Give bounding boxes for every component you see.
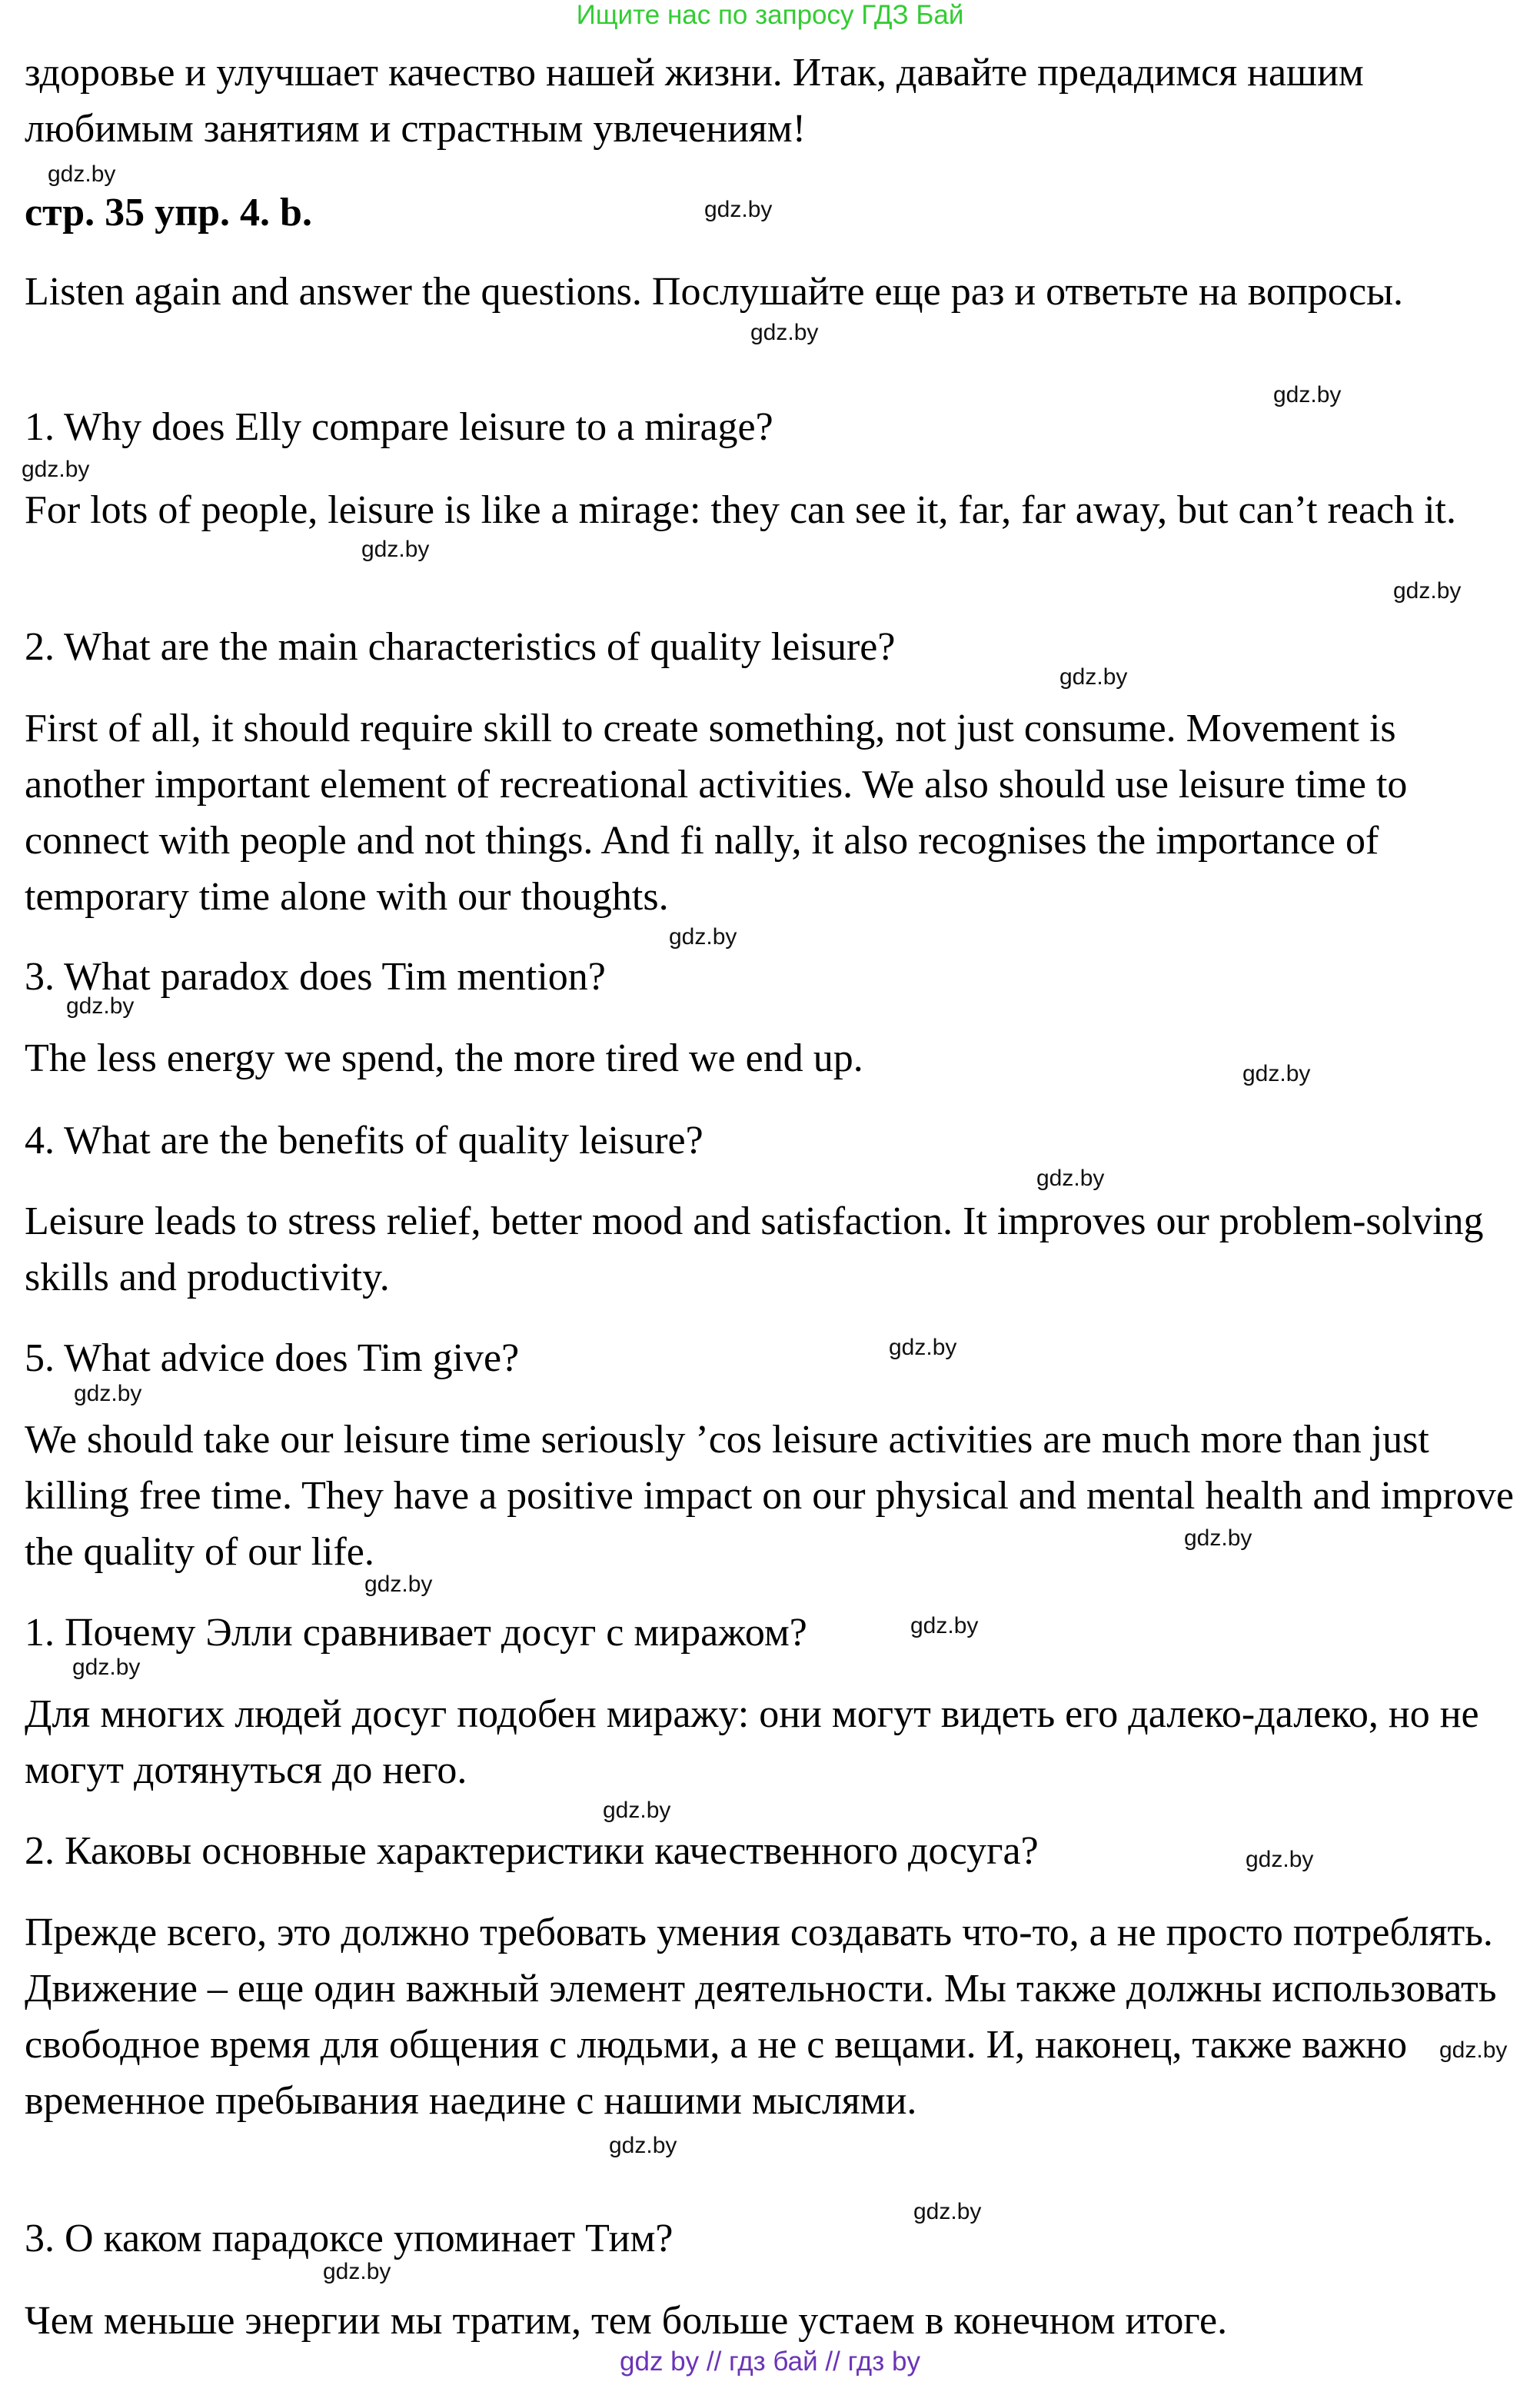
question-en-5: 5. What advice does Tim give?	[25, 1336, 520, 1380]
exercise-instruction: Listen again and answer the questions. Послушайте еще раз и ответьте на вопросы.	[25, 270, 1404, 314]
watermark: gdz.by	[704, 197, 773, 222]
answer-ru-1: Для многих людей досуг подобен миражу: они могут видеть его далеко-далеко, но не могут дотянуться до него.	[25, 1692, 1479, 1792]
watermark: gdz.by	[361, 537, 430, 562]
watermark: gdz.by	[74, 1381, 142, 1406]
question-en-3: 3. What paradox does Tim mention?	[25, 955, 606, 999]
watermark: gdz.by	[889, 1335, 957, 1360]
question-en-2: 2. What are the main characteristics of quality leisure?	[25, 625, 896, 669]
answer-en-3: The less energy we spend, the more tired we end up.	[25, 1036, 863, 1080]
watermark: gdz.by	[48, 161, 116, 187]
watermark: gdz.by	[913, 2199, 982, 2224]
watermark: gdz.by	[323, 2259, 391, 2284]
watermark: gdz.by	[750, 320, 819, 345]
watermark: gdz.by	[1246, 1847, 1314, 1872]
paragraph-intro-continuation: здоровье и улучшает качество нашей жизни. Итак, давайте предадимся нашим любимым занятиям и страстным увлечениям!	[25, 51, 1364, 151]
watermark: gdz.by	[1036, 1166, 1105, 1191]
watermark: gdz.by	[603, 1798, 671, 1823]
watermark: gdz.by	[1242, 1061, 1311, 1086]
answer-en-1: For lots of people, leisure is like a mirage: they can see it, far, far away, but can’t reach it.	[25, 488, 1456, 532]
question-ru-2: 2. Каковы основные характеристики качественного досуга?	[25, 1829, 1039, 1873]
watermark: gdz.by	[910, 1613, 979, 1638]
watermark: gdz.by	[22, 457, 90, 482]
watermark: gdz.by	[364, 1572, 433, 1597]
answer-ru-2: Прежде всего, это должно требовать умения создавать что-то, а не просто потреблять. Движение – еще один важный элемент деятельности. Мы также должны использовать свободное время для общения с людьми, а не с вещами. И, наконец, также важно временное пребывания наедине с нашими мыслями.	[25, 1911, 1497, 2123]
watermark: gdz.by	[609, 2133, 677, 2158]
page-footer-links: gdz by // гдз бай // гдз by	[620, 2347, 920, 2377]
question-en-1: 1. Why does Elly compare leisure to a mirage?	[25, 405, 773, 449]
watermark: gdz.by	[1393, 578, 1462, 604]
answer-en-5: We should take our leisure time seriously ’cos leisure activities are much more than just killing free time. They have a positive impact on our physical and mental health and improve the quality of our life.	[25, 1418, 1514, 1574]
watermark: gdz.by	[1184, 1525, 1252, 1551]
watermark: gdz.by	[1439, 2037, 1508, 2063]
question-en-4: 4. What are the benefits of quality leisure?	[25, 1119, 703, 1163]
answer-ru-3: Чем меньше энергии мы тратим, тем больше устаем в конечном итоге.	[25, 2299, 1228, 2343]
watermark: gdz.by	[669, 924, 737, 950]
answer-en-4: Leisure leads to stress relief, better mood and satisfaction. It improves our problem-solving skills and productivity.	[25, 1199, 1484, 1299]
question-ru-3: 3. О каком парадоксе упоминает Тим?	[25, 2217, 674, 2260]
watermark: gdz.by	[66, 993, 135, 1019]
question-ru-1: 1. Почему Элли сравнивает досуг с миражом?	[25, 1611, 807, 1655]
watermark: gdz.by	[1273, 382, 1342, 407]
watermark: gdz.by	[1059, 664, 1128, 690]
answer-en-2: First of all, it should require skill to create something, not just consume. Movement is another important element of recreational activities. We also should use leisure time to connect with people and not things. And fi nally, it also recognises the importance of temporary time alone with our thoughts.	[25, 707, 1408, 919]
watermark: gdz.by	[72, 1655, 141, 1680]
exercise-heading: стр. 35 упр. 4. b.	[25, 191, 312, 235]
page-header-banner: Ищите нас по запросу ГДЗ Бай	[576, 0, 964, 30]
